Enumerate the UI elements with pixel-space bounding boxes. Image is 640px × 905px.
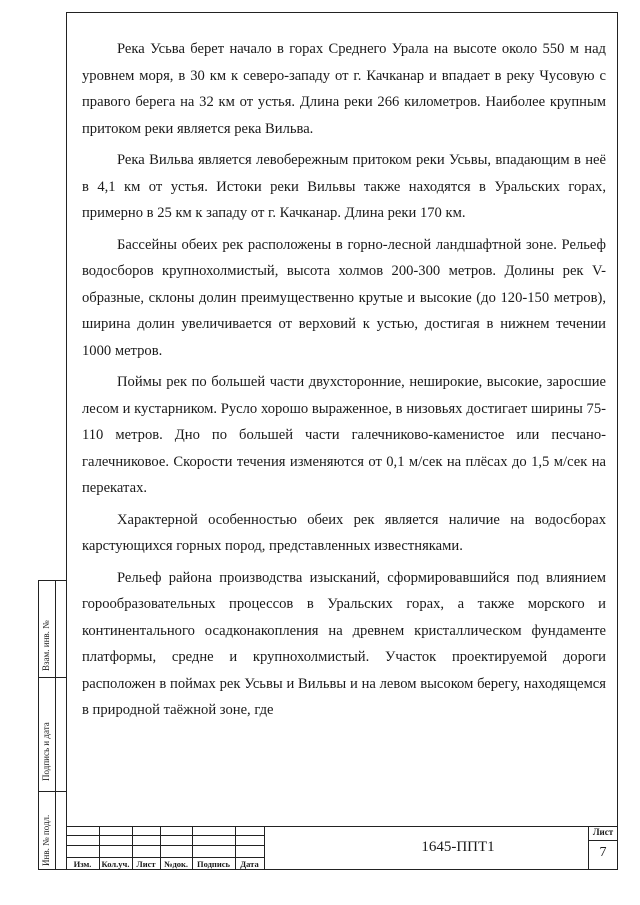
document-code: 1645-ППТ1 — [421, 839, 495, 855]
paragraph-relief: Рельеф района производства изысканий, сформировавшийся под влиянием горообразовательных процессов в Уральских горах, а также морского и континентального осадконакопления на древнем кристаллическом фундаменте платформы, средне и крупнохолмистый. Участок проектируемой дороги расположен в поймах рек Усьвы и Вильвы и на левом высоком берегу, находящемся в природной таёжной зоне, где — [82, 569, 606, 718]
title-block — [66, 826, 618, 870]
stamp-col-signature: Подпись — [197, 859, 230, 869]
stamp-col-count: Кол.уч. — [101, 859, 130, 869]
paragraph-basins: Бассейны обеих рек расположены в горно-лесной ландшафтной зоне. Рельеф водосборов крупнохолмистый, высота холмов 200-300 метров. Долины рек V-образные, склоны долин преимущественно крутые и высокие (до 120-150 метров), ширина долин увеличивается от верховий к устью, достигая в нижнем течении 1000 метров. — [82, 236, 606, 359]
document-body — [82, 36, 606, 729]
paragraph-vilva: Река Вильва является левобережным притоком реки Усьвы, впадающим в неё в 4,1 км от устья. Истоки реки Вильвы также находятся в Уральских горах, примерно в 25 км к западу от г. Качканар. Длина реки 170 км. — [82, 152, 606, 221]
signature-date-label: Подпись и дата — [41, 722, 51, 781]
sheet-label: Лист — [592, 827, 614, 837]
paragraph-karst: Характерной особенностью обеих рек является наличие на водосборах карстующихся горных пород, представленных известняками. — [82, 511, 606, 554]
original-inventory-label: Инв. № подл. — [41, 814, 51, 866]
stamp-col-change: Изм. — [73, 859, 92, 869]
binding-margin-table — [38, 580, 66, 870]
sheet-number: 7 — [599, 845, 607, 860]
stamp-col-sheet: Лист — [136, 859, 156, 869]
paragraph-usva: Река Усьва берет начало в горах Среднего Урала на высоте около 550 м над уровнем моря, в 30 км к северо-западу от г. Качканар и впадает в реку Чусовую с правого берега на 32 км от устья. Длина реки 266 километров. Наиболее крупным притоком реки является река Вильва. — [82, 41, 606, 137]
replacement-inventory-label: Взам. инв. № — [41, 620, 51, 671]
paragraph-floodplains: Поймы рек по большей части двухсторонние, неширокие, высокие, заросшие лесом и кустарником. Русло хорошо выраженное, в низовьях достигает ширины 75-110 метров. Дно по большей части галечниково-каменистое или песчано-галечниковое. Скорости течения изменяются от 0,1 м/сек на плёсах до 1,5 м/сек на перекатах. — [82, 374, 606, 496]
stamp-col-date: Дата — [240, 859, 259, 869]
stamp-col-docnum: №док. — [163, 859, 189, 869]
